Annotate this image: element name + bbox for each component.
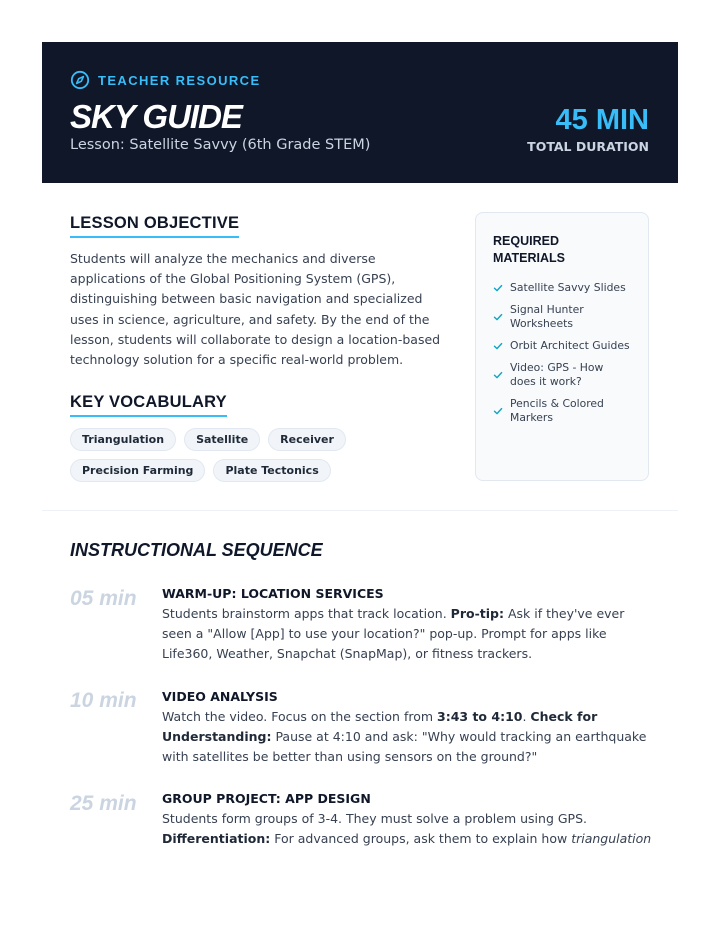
step-text-segment: Differentiation: bbox=[162, 831, 271, 847]
page-title: SKY GUIDE bbox=[70, 98, 242, 135]
materials-list bbox=[493, 281, 631, 425]
step-time: 25 min bbox=[70, 792, 137, 815]
section-divider bbox=[42, 510, 678, 511]
duration-label: TOTAL DURATION bbox=[527, 139, 649, 154]
vocab-chip: Precision Farming bbox=[70, 459, 205, 482]
material-label: Orbit Architect Guides bbox=[510, 339, 630, 352]
materials-card bbox=[475, 212, 649, 481]
material-item bbox=[493, 361, 631, 389]
step-text-segment: Pro-tip: bbox=[450, 606, 504, 621]
eyebrow-label: TEACHER RESOURCE bbox=[98, 72, 261, 88]
compass-icon bbox=[70, 70, 90, 90]
vocab-chip: Triangulation bbox=[70, 428, 176, 451]
check-icon bbox=[493, 312, 503, 322]
step-time: 05 min bbox=[70, 587, 137, 610]
step-text-segment: Ask if they've ever seen a "Allow [App] to use your location?" pop-up. Prompt for apps like Life360, Weather, Snapchat (SnapMap), or fitness trackers. bbox=[162, 606, 625, 662]
vocab-chip: Receiver bbox=[268, 428, 346, 451]
step-time: 10 min bbox=[70, 689, 137, 712]
material-item bbox=[493, 339, 631, 353]
check-icon bbox=[493, 283, 503, 293]
step-text-segment: triangulation bbox=[571, 831, 652, 847]
step-title: WARM-UP: LOCATION SERVICES bbox=[162, 586, 384, 601]
vocab-chip: Satellite bbox=[184, 428, 260, 451]
duration-value: 45 MIN bbox=[555, 104, 649, 136]
material-item bbox=[493, 281, 631, 295]
step-text-segment: Check for Understanding: bbox=[162, 709, 598, 745]
step-description bbox=[162, 809, 652, 849]
check-icon bbox=[493, 341, 503, 351]
step-text-segment: . bbox=[522, 709, 531, 724]
material-label: Satellite Savvy Slides bbox=[510, 281, 626, 294]
material-label: Video: GPS - How does it work? bbox=[510, 361, 604, 388]
material-label: Pencils & Colored Markers bbox=[510, 397, 604, 424]
step-text-segment: Students brainstorm apps that track location. bbox=[162, 606, 451, 621]
objective-heading: LESSON OBJECTIVE bbox=[70, 214, 239, 238]
vocab-chip: Plate Tectonics bbox=[213, 459, 330, 482]
materials-heading: REQUIRED MATERIALS bbox=[493, 234, 565, 265]
check-icon bbox=[493, 370, 503, 380]
header-banner bbox=[42, 42, 678, 183]
lesson-subtitle: Lesson: Satellite Savvy (6th Grade STEM) bbox=[70, 137, 371, 153]
vocabulary-chips bbox=[70, 428, 450, 482]
step-title: GROUP PROJECT: APP DESIGN bbox=[162, 791, 371, 806]
step-text-segment: For advanced groups, ask them to explain how bbox=[270, 831, 572, 847]
step-description bbox=[162, 707, 652, 768]
material-item bbox=[493, 397, 631, 425]
step-text-segment: Pause at 4:10 and ask: "Why would tracking an earthquake with satellites be better than using sensors on the ground?" bbox=[162, 729, 647, 765]
eyebrow bbox=[70, 70, 261, 90]
vocabulary-heading: KEY VOCABULARY bbox=[70, 393, 227, 417]
step-description bbox=[162, 604, 652, 665]
objective-text: Students will analyze the mechanics and diverse applications of the Global Positioning System (GPS), distinguishing between basic navigation and specialized uses in science, agriculture, and safety. By the end of the lesson, students will collaborate to design a location-based technology solution for a specific real-world problem. bbox=[70, 251, 441, 368]
check-icon bbox=[493, 406, 503, 416]
material-item bbox=[493, 303, 631, 331]
step-text-segment: 3:43 to 4:10 bbox=[437, 709, 523, 724]
sequence-heading: INSTRUCTIONAL SEQUENCE bbox=[70, 540, 323, 560]
step-text-segment: Students form groups of 3-4. They must solve a problem using GPS. bbox=[162, 811, 587, 826]
step-text-segment: Watch the video. Focus on the section from bbox=[162, 709, 438, 724]
step-title: VIDEO ANALYSIS bbox=[162, 689, 278, 704]
material-label: Signal Hunter Worksheets bbox=[510, 303, 584, 330]
